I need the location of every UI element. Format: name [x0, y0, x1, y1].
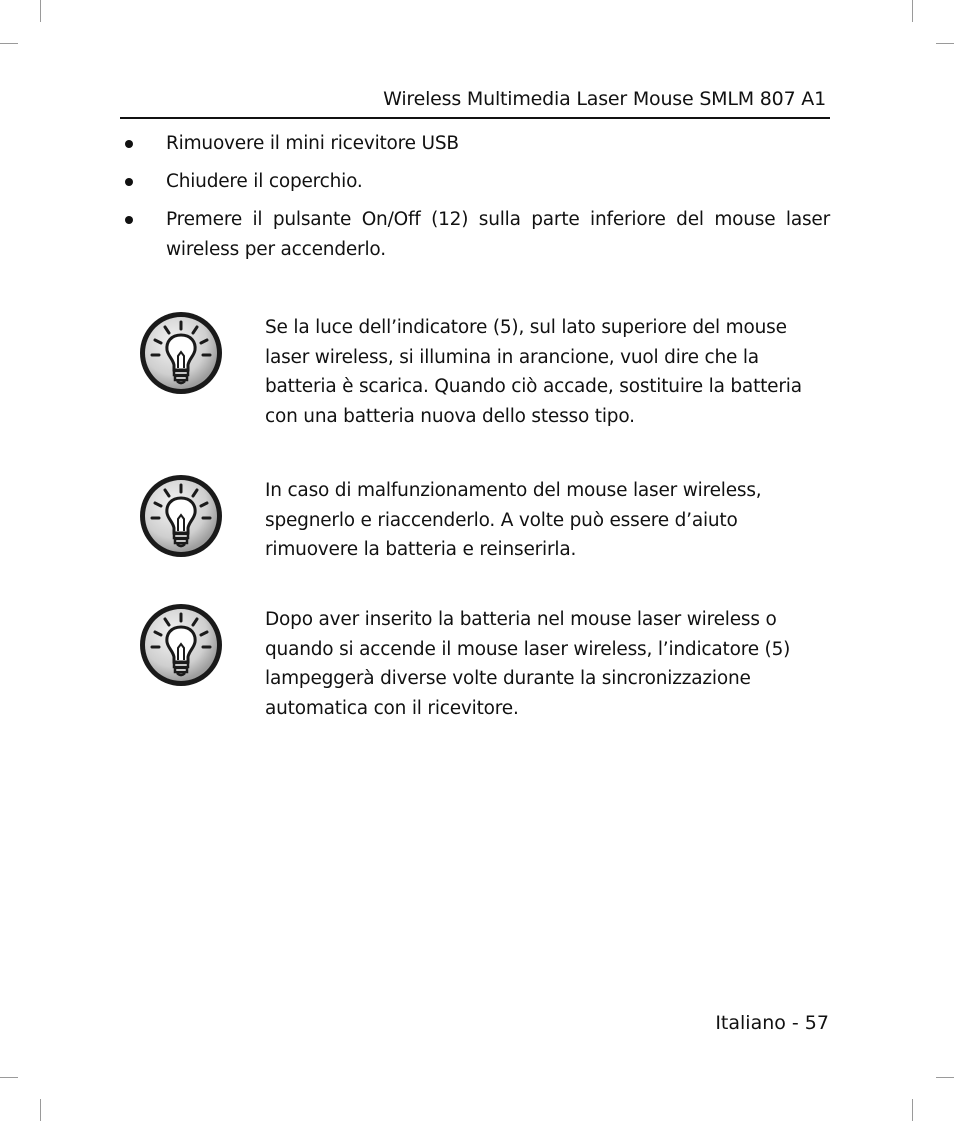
crop-mark: [40, 0, 41, 22]
tip-line: Se la luce dell’indicatore (5), sul lato superiore del mouse: [265, 317, 787, 338]
lightbulb-icon: [138, 310, 224, 396]
tip-line: lampeggerà diverse volte durante la sincronizzazione: [265, 668, 751, 689]
tip-line: con una batteria nuova dello stesso tipo.: [265, 405, 635, 427]
tip-line: rimuovere la batteria e reinserirla.: [265, 539, 577, 560]
tip-line: quando si accende il mouse laser wireless, l’indicatore (5): [265, 638, 791, 660]
crop-mark: [912, 1099, 913, 1121]
tip-line: automatica con il ricevitore.: [265, 697, 519, 719]
list-item-text: Rimuovere il mini ricevitore USB: [166, 133, 459, 154]
tip-line: Dopo aver inserito la batteria nel mouse laser wireless o: [265, 609, 777, 630]
tip-line: spegnerlo e riaccenderlo. A volte può essere d’aiuto: [265, 509, 738, 531]
crop-mark: [936, 43, 954, 44]
list-item: [120, 167, 830, 197]
tip-text: [265, 605, 825, 723]
crop-mark: [912, 0, 913, 22]
list-item-text: Chiudere il coperchio.: [166, 171, 363, 192]
lightbulb-icon: [138, 602, 224, 688]
crop-mark: [936, 1077, 954, 1078]
tip-line: laser wireless, si illumina in arancione, vuol dire che la: [265, 346, 759, 368]
crop-mark: [0, 1077, 18, 1078]
page-header-title: Wireless Multimedia Laser Mouse SMLM 807 A1: [383, 88, 826, 110]
list-item: [120, 205, 830, 265]
list-item-text: Premere il pulsante On/Off (12) sulla parte inferiore del mouse laser: [166, 209, 830, 230]
list-item-text: wireless per accenderlo.: [166, 239, 386, 260]
bullet-dot-icon: [125, 140, 133, 148]
bullet-dot-icon: [125, 216, 133, 224]
lightbulb-icon: [138, 473, 224, 559]
crop-mark: [0, 43, 18, 44]
tip-line: In caso di malfunzionamento del mouse laser wireless,: [265, 480, 762, 501]
page-number: Italiano - 57: [715, 1012, 829, 1034]
tip-text: [265, 476, 825, 565]
bullet-dot-icon: [125, 178, 133, 186]
crop-mark: [40, 1099, 41, 1121]
list-item: [120, 129, 830, 159]
instruction-list: [120, 129, 830, 273]
tip-text: [265, 313, 825, 431]
header-divider: [120, 117, 830, 119]
tip-line: batteria è scarica. Quando ciò accade, sostituire la batteria: [265, 376, 802, 397]
